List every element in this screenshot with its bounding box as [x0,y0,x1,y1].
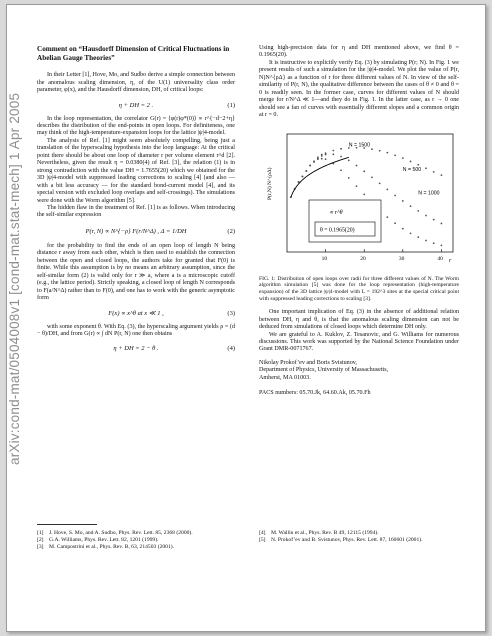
data-point [379,149,381,151]
right-column [259,45,459,398]
data-point [433,171,435,173]
paragraph: The hidden flaw in the treatment of Ref. [1] is as follows. When introducing the self-similar expression [37,204,235,219]
data-point [386,188,388,190]
data-point [363,170,365,172]
figure-plot [259,130,459,272]
references-right [259,530,459,544]
data-point [394,222,396,224]
data-point [425,167,427,169]
y-axis-label: P(r,N) N^{ρΔ} [267,166,273,200]
data-point [425,214,427,216]
reference-item: [4] M. Wallin et al., Phys. Rev. B 49, 12115 (1994). [259,530,379,536]
x-tick-label: 30 [398,255,405,262]
data-point [441,222,443,224]
data-point [340,155,342,157]
reference-item: [5] N. Prokof’ev and B. Svistunov, Phys. Rev. Lett. 87, 160601 (2001). [259,536,423,543]
equation-number: (1) [227,101,235,109]
data-point [348,177,350,179]
data-point [410,232,412,234]
data-point [321,157,323,159]
equation-body: η + DH = 2 . [118,101,154,109]
left-column [37,45,235,359]
data-point [402,227,404,229]
signature-line: Amherst, MA 01003. [259,374,311,381]
data-point [386,151,388,153]
reference-item: [3] M. Campostrini et al., Phys. Rev. B, 63, 214503 (2001). [37,543,175,550]
paragraph: The analysis of Ref. [1] might seem absolutely compelling, being just a translation of the hyperscaling hypothesis into the loop language: At the critical point there should be about one loop of diameter r per volume element r^d [2]. Nevertheless, given the result η = 0.0380(4) of Ref. [3], the relation (1) is in strong contradiction with the value DH = 1.7655(20) which we obtained for the 3D |ψ|4-model with suppressed leading corrections to scaling [4] (and also — with a bit less accuracy — for the standard bond-current model [4], and its special version with excluded loop overlaps and self-crossings). The simulations were done with the Worm algorithm [5]. [37,137,235,204]
legend-formula: ∝ r^θ [329,209,343,216]
pacs-numbers: PACS numbers: 05.70.Jk, 64.60.Ak, 05.70.Fh [259,390,371,397]
data-point [305,170,307,172]
data-point [402,200,404,202]
data-point [356,164,358,166]
data-point [425,239,427,241]
footnote-rule [37,524,97,525]
series-label: N = 1500 [348,141,371,148]
data-point [433,242,435,244]
reference-item: [2] G.A. Williams, Phys. Rev. Lett. 82, 1201 (1999). [37,536,159,543]
data-point [386,216,388,218]
paper-title: Comment on “Hausdorff Dimension of Critical Fluctuations in Abelian Gauge Theories” [37,45,230,62]
equation-number: (4) [227,345,235,353]
figure-caption: FIG. 1: Distribution of open loops over radii for three different values of N. The Worm algorithm simulation [5] was done for the loop representation (high-temperature expansion) of the 3D lattice |ψ|4-model with L = 192^3 sites at the special critical point with suppressed leading corrections to scaling [3]. [259,275,459,303]
data-point [371,176,373,178]
fit-curve-rtheta [291,157,349,197]
paragraph: Using high-precision data for η and DH mentioned above, we find θ = 0.1965(20). [259,45,459,59]
paragraph: One important implication of Eq. (3) in the absence of additional relation between DH, η and θ, is that the anomalous scaling dimension can not be deduced from simulations of closed loops which determine DH only. [259,309,459,331]
data-point [379,182,381,184]
data-point [433,218,435,220]
data-point [417,209,419,211]
series-label: N = 500 [402,166,422,173]
equation-2 [37,225,235,238]
paragraph: It is instructive to explicitly verify Eq. (3) by simulating P(r; N). In Fig. 1 we present results of such a simulation for the |ψ|4-model. We plot the value of P(r, N)N^{ρΔ} as a function of r for three different values of N. In view of the self-similarity of P(r, N), the qualitative difference between the cases of θ ≠ 0 and θ = 0 is readily seen. In the former case, curves for different values of N should merge for r/N^Δ ≪ 1—and they do in Fig. 1. In the latter case, as r → 0 one should see a fan of curves with essentially different slopes and a common origin at r = 0. [259,59,459,119]
equation-body: P(r, N) ∝ N^{−ρ} F(r/N^Δ) , Δ = 1/DH [85,227,187,235]
series-label: N = 1000 [418,189,440,196]
equation-4 [37,343,235,354]
paragraph: In their Letter [1], Hove, Mo, and Sudbo derive a simple connection between the anomalous scaling dimension, η, of the U(1) universality class order parameter, φ(x), and the Hausdorff dimension, DH, of critical loops: [37,72,236,94]
data-point [309,164,311,166]
data-point [340,169,342,171]
data-point [417,163,419,165]
reference-item: [1] J. Hove, S. Mo, and A. Sudbo, Phys. Rev. Lett. 85, 2368 (2000). [37,530,193,536]
data-point [441,174,443,176]
data-point [302,175,304,177]
data-point [332,153,334,155]
equation-1 [37,100,235,111]
data-point [441,244,443,246]
figure-1 [259,130,459,272]
equation-number: (3) [227,309,235,317]
x-tick-label: 40 [437,255,443,262]
data-point [394,154,396,156]
data-point [348,159,350,161]
arxiv-stamp: arXiv:cond-mat/0504008v1 [cond-mat.stat-mech] 1 Apr 2005 [7,92,22,465]
data-point [325,158,327,160]
equation-body: η + DH = 2 − θ . [113,345,159,353]
equation-number: (2) [227,227,235,235]
legend-value: θ = 0.1965(20) [320,227,355,234]
data-point [394,194,396,196]
data-point [363,193,365,195]
data-point [371,148,373,150]
references-left [37,530,235,551]
paragraph: We are grateful to A. Kuklov, Z. Tesanovic, and G. Williams for numerous discussions. This work was supported by the National Science Foundation under Grant DMR-0071767. [259,331,459,353]
paragraph: for the probability to find the ends of an open loop of length N being distance r away from each other, which is then used to establish the connection between the open and closed loops, the authors take for granted that F(0) is finite. While this assumption is by no means an arbitrary assumption, since the self-similar form (2) is valid only for r ≫ a, where a is a microscopic cutoff (e.g., the lattice period). Strictly speaking, a closed loop of length N corresponds to F(a/N^Δ) rather than to F(0), and one has to work with the generic asymptotic form [37,242,235,302]
equation-3 [37,308,235,319]
equation-body: F(x) ∝ x^θ at x ≪ 1 , [108,309,164,317]
data-point [417,236,419,238]
signature-line: Department of Physics, University of Massachusetts, [259,367,389,374]
data-point [356,185,358,187]
data-point [325,153,327,155]
data-point [317,157,319,159]
paragraph: In the loop representation, the correlator G(r) = ⟨φ(r)φ*(0)⟩ ∝ r^{−d−2+η} describes the distribution of the end-points in open loops. For definiteness, one may think of the high-temperature-expansion loops for the lattice |ψ|4-model. [37,115,235,137]
data-point [332,149,334,151]
data-point [340,147,342,149]
data-point [410,160,412,162]
x-tick-label: 20 [360,255,366,262]
data-point [402,157,404,159]
x-axis-label: r [449,257,452,264]
data-point [321,155,323,157]
data-point [313,160,315,162]
x-tick-label: 10 [321,255,328,262]
signature-line: Nikolay Prokof’ev and Boris Svistunov, [259,359,357,366]
paragraph: with some exponent θ. With Eq. (3), the hyperscaling argument yields ρ = (d − θ)/DH, and from G(r) ∝ ∫ dN P(r, N) one then obtains [37,323,235,337]
data-point [410,205,412,207]
author-signature [259,360,459,382]
paper-page [6,4,486,632]
